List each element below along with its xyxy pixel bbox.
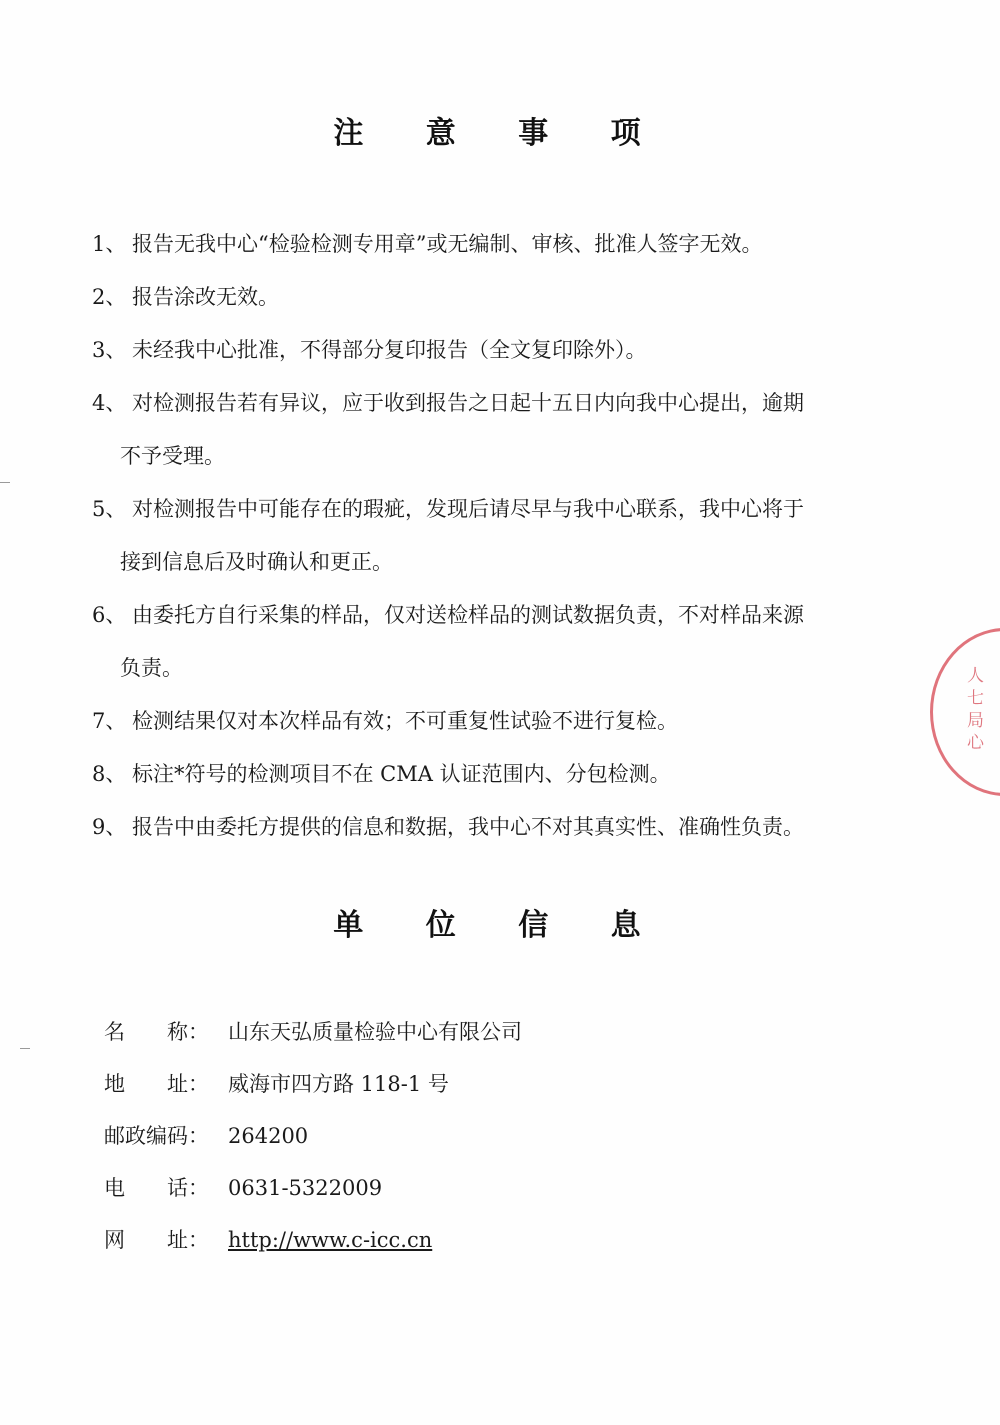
notice-item-number: 7、: [92, 709, 127, 733]
info-label: 电 话：: [104, 1176, 209, 1200]
info-row-name: [104, 1006, 804, 1058]
notice-item-number: 6、: [92, 603, 127, 627]
website-link[interactable]: http://www.c-icc.cn: [228, 1228, 433, 1252]
info-row-address: [104, 1058, 804, 1110]
scan-mark: [20, 1048, 30, 1049]
notice-item-text: 检测结果仅对本次样品有效；不可重复性试验不进行复检。: [132, 709, 678, 733]
notice-item-6: [92, 589, 922, 695]
postal-code: 264200: [228, 1124, 309, 1148]
notice-item-9: [92, 801, 922, 854]
notice-item-number: 2、: [92, 285, 127, 309]
notice-item-4: [92, 377, 922, 483]
notice-list: [92, 218, 922, 854]
notice-item-text: 标注*符号的检测项目不在 CMA 认证范围内、分包检测。: [132, 762, 671, 786]
company-address: 威海市四方路 118-1 号: [228, 1072, 449, 1096]
notice-item-text: 对检测报告中可能存在的瑕疵，发现后请尽早与我中心联系，我中心将于: [132, 497, 804, 521]
info-label: 地 址：: [104, 1072, 209, 1096]
info-label: 网 址：: [104, 1228, 209, 1252]
phone-number: 0631-5322009: [228, 1176, 383, 1200]
notice-item-continuation: 接到信息后及时确认和更正。: [120, 550, 393, 574]
info-label: 邮政编码：: [104, 1124, 209, 1148]
notice-item-number: 3、: [92, 338, 127, 362]
notice-item-1: [92, 218, 922, 271]
notice-item-2: [92, 271, 922, 324]
notice-item-text: 报告无我中心“检验检测专用章”或无编制、审核、批准人签字无效。: [132, 232, 763, 256]
notice-item-text: 报告中由委托方提供的信息和数据，我中心不对其真实性、准确性负责。: [132, 815, 804, 839]
notice-item-text: 由委托方自行采集的样品，仅对送检样品的测试数据负责，不对样品来源: [132, 603, 804, 627]
unit-info-title: 单 位 信 息: [333, 908, 667, 943]
notice-item-3: [92, 324, 922, 377]
notice-item-number: 4、: [92, 391, 127, 415]
notice-item-text: 对检测报告若有异议，应于收到报告之日起十五日内向我中心提出，逾期: [132, 391, 804, 415]
notice-item-7: [92, 695, 922, 748]
company-name: 山东天弘质量检验中心有限公司: [228, 1020, 522, 1044]
unit-info-list: [104, 1006, 804, 1266]
notice-item-number: 1、: [92, 232, 127, 256]
notice-item-text: 报告涂改无效。: [132, 285, 279, 309]
info-row-website: [104, 1214, 804, 1266]
scan-mark: [0, 482, 10, 483]
notice-item-continuation: 负责。: [120, 656, 183, 680]
seal-stamp: [930, 628, 1000, 796]
seal-text: 人 七 局 心: [963, 666, 983, 751]
notice-item-number: 9、: [92, 815, 127, 839]
notice-title: 注 意 事 项: [333, 116, 667, 151]
info-row-phone: [104, 1162, 804, 1214]
notice-item-continuation: 不予受理。: [120, 444, 225, 468]
notice-item-text: 未经我中心批准，不得部分复印报告（全文复印除外）。: [132, 338, 647, 362]
info-label: 名 称：: [104, 1020, 209, 1044]
notice-item-number: 8、: [92, 762, 127, 786]
info-row-postcode: [104, 1110, 804, 1162]
notice-item-5: [92, 483, 922, 589]
notice-item-number: 5、: [92, 497, 127, 521]
notice-item-8: [92, 748, 922, 801]
